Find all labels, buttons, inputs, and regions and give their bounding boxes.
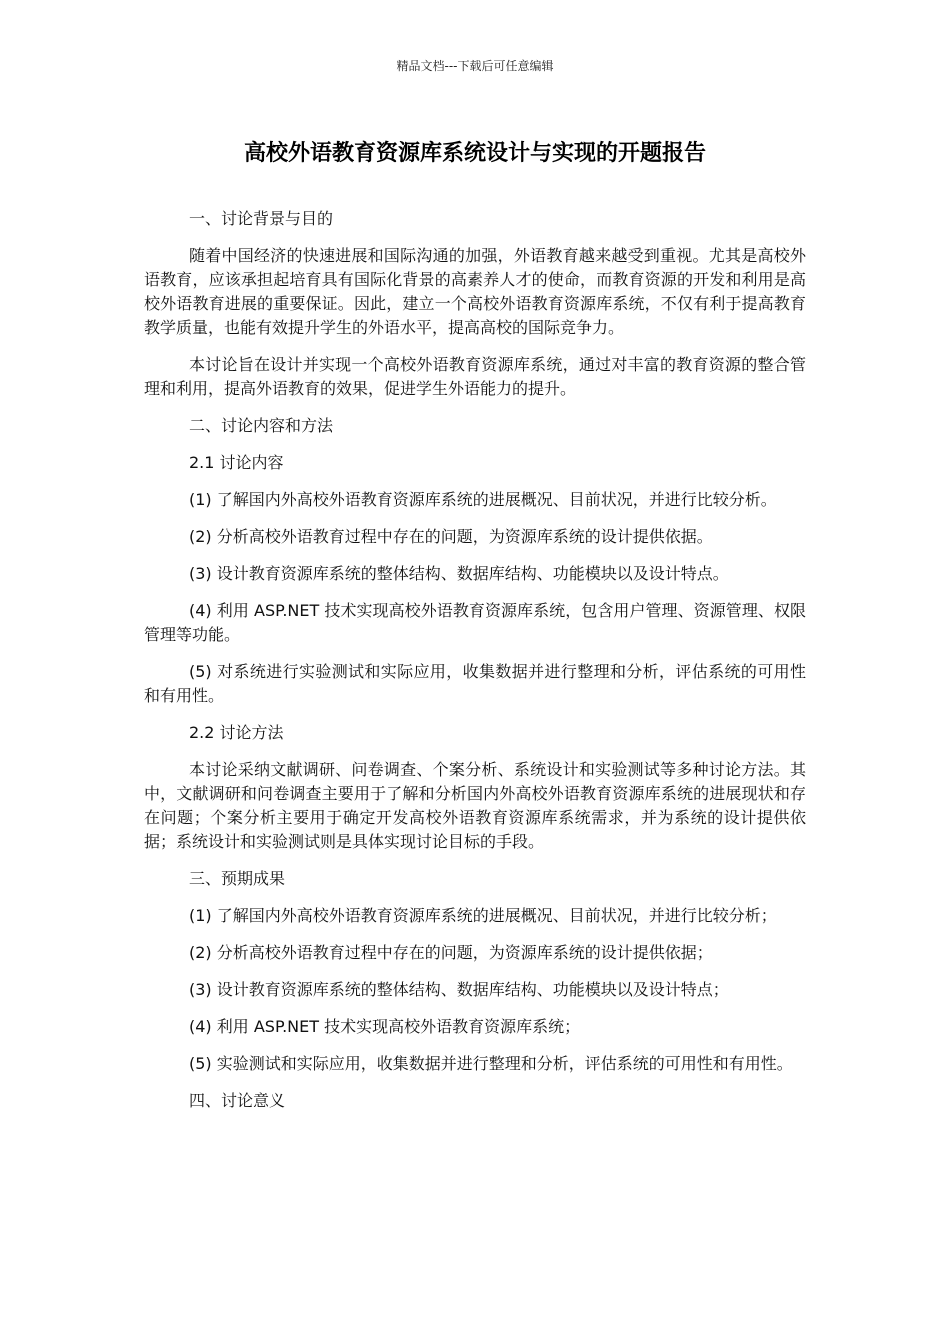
section-3-item: (2) 分析高校外语教育过程中存在的问题，为资源库系统的设计提供依据；: [189, 943, 713, 962]
section-2-1-heading: 2.1 讨论内容: [189, 453, 284, 472]
header-note: 精品文档---下载后可任意编辑: [396, 59, 554, 73]
section-2-1-item: (4) 利用 ASP.NET 技术实现高校外语教育资源库系统，包含用户管理、资源管理、权限管理等功能。: [144, 601, 806, 644]
section-3-item: (4) 利用 ASP.NET 技术实现高校外语教育资源库系统；: [189, 1017, 581, 1036]
section-3-item: (5) 实验测试和实际应用，收集数据并进行整理和分析，评估系统的可用性和有用性。: [189, 1054, 793, 1073]
section-1-heading: 一、讨论背景与目的: [189, 209, 334, 228]
section-4-heading: 四、讨论意义: [189, 1091, 286, 1110]
document-body: [144, 207, 806, 1126]
document-title: 高校外语教育资源库系统设计与实现的开题报告: [243, 141, 706, 166]
section-1-paragraph-2: 本讨论旨在设计并实现一个高校外语教育资源库系统，通过对丰富的教育资源的整合管理和利用，提高外语教育的效果，促进学生外语能力的提升。: [144, 355, 806, 398]
section-2-2-paragraph: 本讨论采纳文献调研、问卷调查、个案分析、系统设计和实验测试等多种讨论方法。其中，文献调研和问卷调查主要用于了解和分析国内外高校外语教育资源库系统的进展现状和存在问题；个案分析主要用于确定开发高校外语教育资源库系统需求，并为系统的设计提供依据；系统设计和实验测试则是具体实现讨论目标的手段。: [144, 760, 806, 851]
section-2-2-heading: 2.2 讨论方法: [189, 723, 284, 742]
section-3-item: (1) 了解国内外高校外语教育资源库系统的进展概况、目前状况，并进行比较分析；: [189, 906, 777, 925]
section-2-1-item: (1) 了解国内外高校外语教育资源库系统的进展概况、目前状况，并进行比较分析。: [189, 490, 777, 509]
section-2-1-item: (5) 对系统进行实验测试和实际应用，收集数据并进行整理和分析，评估系统的可用性和有用性。: [144, 662, 806, 705]
section-2-1-item: (3) 设计教育资源库系统的整体结构、数据库结构、功能模块以及设计特点。: [189, 564, 729, 583]
section-1-paragraph-1: 随着中国经济的快速进展和国际沟通的加强，外语教育越来越受到重视。尤其是高校外语教育，应该承担起培育具有国际化背景的高素养人才的使命，而教育资源的开发和利用是高校外语教育进展的重要保证。因此，建立一个高校外语教育资源库系统，不仅有利于提高教育教学质量，也能有效提升学生的外语水平，提高高校的国际竞争力。: [144, 246, 806, 337]
section-2-heading: 二、讨论内容和方法: [189, 416, 334, 435]
section-3-heading: 三、预期成果: [189, 869, 286, 888]
section-2-1-item: (2) 分析高校外语教育过程中存在的问题，为资源库系统的设计提供依据。: [189, 527, 713, 546]
section-3-item: (3) 设计教育资源库系统的整体结构、数据库结构、功能模块以及设计特点；: [189, 980, 729, 999]
